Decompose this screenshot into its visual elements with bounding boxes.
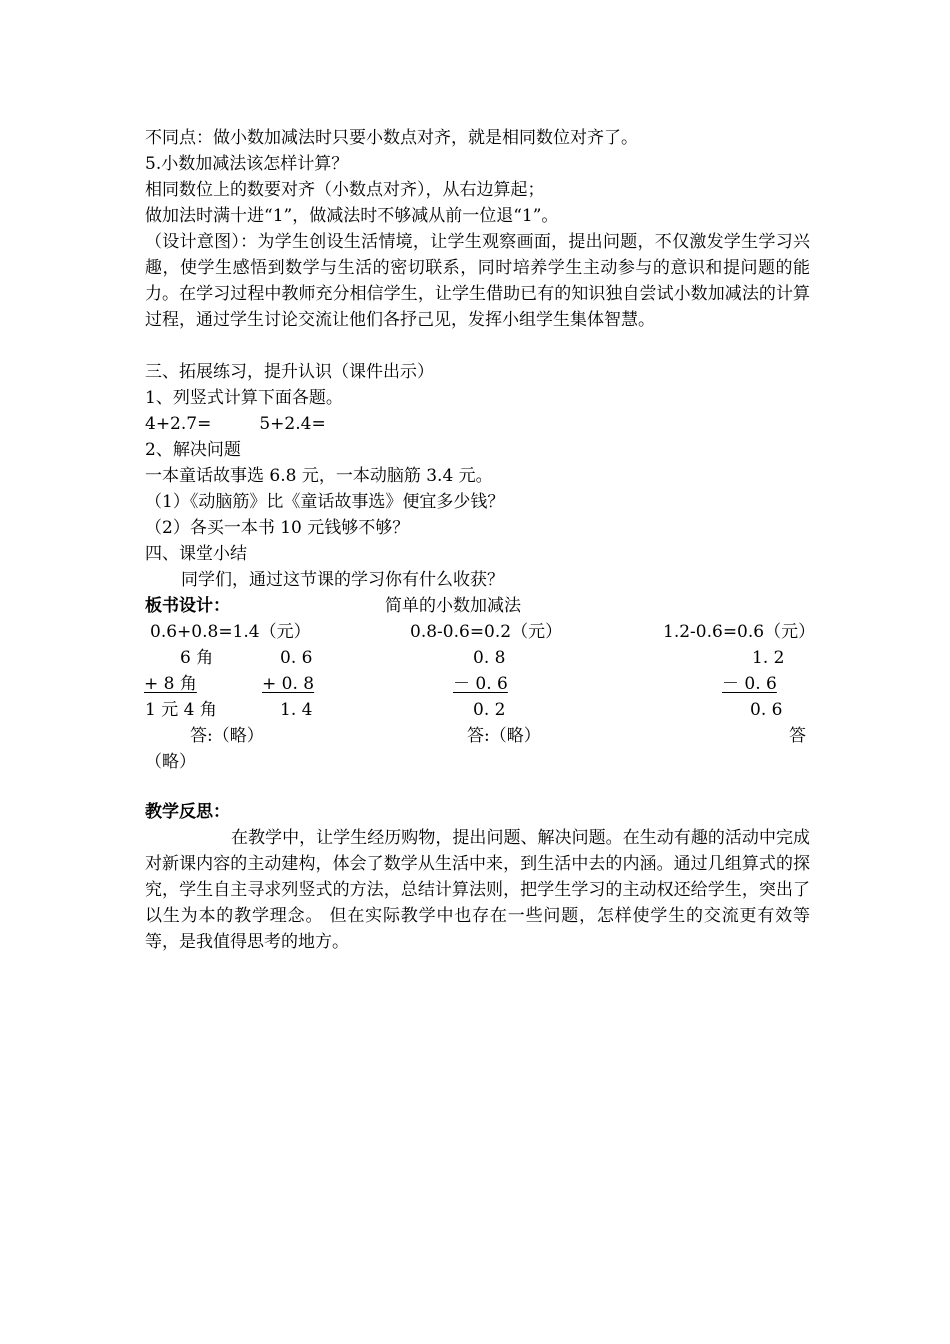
exercise-1-title: 1、列竖式计算下面各题。 [145, 388, 343, 408]
board-row1-col1: 6 角 [180, 648, 214, 668]
board-row3-col2: 1. 4 [280, 700, 313, 720]
exercise-2-question-2: （2）各买一本书 10 元钱够不够？ [145, 518, 410, 538]
board-equation-2: 0.8-0.6=0.2（元） [410, 622, 563, 642]
board-row2-col2: + 0. 8 [262, 674, 315, 694]
paragraph-align-rule: 相同数位上的数要对齐（小数点对齐），从右边算起； [145, 180, 545, 200]
paragraph-design-intent: （设计意图）：为学生创设生活情境，让学生观察画面，提出问题，不仅激发学生学习兴趣，使学生感悟到数学与生活的密切联系，同时培养学生主动参与的意识和提问题的能力。在学习过程中教师充分相信学生，让学生借助已有的知识独自尝试小数加减法的计算过程，通过学生讨论交流让他们各抒己见，发挥小组学生集体智慧。 [145, 232, 810, 330]
summary-question: 同学们，通过这节课的学习你有什么收获？ [181, 570, 504, 590]
board-heading: 板书设计： [145, 596, 230, 616]
board-row1-col3: 0. 8 [473, 648, 506, 668]
reflection-heading: 教学反思： [145, 802, 230, 822]
board-answer-1: 答:（略） [190, 726, 264, 746]
reflection-body: 在教学中，让学生经历购物，提出问题、解决问题。在生动有趣的活动中完成对新课内容的主动建构，体会了数学从生活中来，到生活中去的内涵。通过几组算式的探究，学生自主寻求列竖式的方法，总结计算法则，把学生学习的主动权还给学生，突出了以生为本的教学理念。 但在实际教学中也存在一些问题，怎样使学生的交流更有效等等，是我值得思考的地方。 [145, 828, 810, 952]
section-heading-3: 三、拓展练习，提升认识（课件出示） [145, 362, 434, 382]
board-row1-col4: 1. 2 [752, 648, 785, 668]
board-row2-col3: － 0. 6 [453, 674, 508, 694]
board-row3-col3: 0. 2 [473, 700, 506, 720]
exercise-2-title: 2、解决问题 [145, 440, 241, 460]
paragraph-question-5: 5.小数加减法该怎样计算？ [145, 154, 349, 174]
paragraph-difference: 不同点：做小数加减法时只要小数点对齐，就是相同数位对齐了。 [145, 128, 638, 148]
exercise-2-problem: 一本童话故事选 6.8 元，一本动脑筋 3.4 元。 [145, 466, 493, 486]
board-answer-3-continued: （略） [145, 752, 196, 772]
board-answer-3: 答 [789, 726, 806, 746]
board-row3-col1: 1 元 4 角 [145, 700, 217, 720]
board-row2-col4: － 0. 6 [722, 674, 777, 694]
paragraph-carry-rule: 做加法时满十进“1”，做减法时不够减从前一位退“1”。 [145, 206, 559, 226]
board-equation-3: 1.2-0.6=0.6（元） [663, 622, 816, 642]
exercise-2-question-1: （1）《动脑筋》比《童话故事选》便宜多少钱？ [145, 492, 505, 512]
board-row1-col2: 0. 6 [280, 648, 313, 668]
exercise-1-items [145, 411, 326, 437]
board-title: 简单的小数加减法 [385, 596, 521, 616]
exercise-item-b: 5+2.4= [259, 414, 326, 434]
section-heading-4: 四、课堂小结 [145, 544, 247, 564]
board-row2-col1: + 8 角 [144, 674, 197, 694]
board-equation-1: 0.6+0.8=1.4（元） [150, 622, 311, 642]
board-answer-2: 答:（略） [467, 726, 541, 746]
exercise-item-a: 4+2.7= [145, 414, 212, 434]
board-row3-col4: 0. 6 [750, 700, 783, 720]
